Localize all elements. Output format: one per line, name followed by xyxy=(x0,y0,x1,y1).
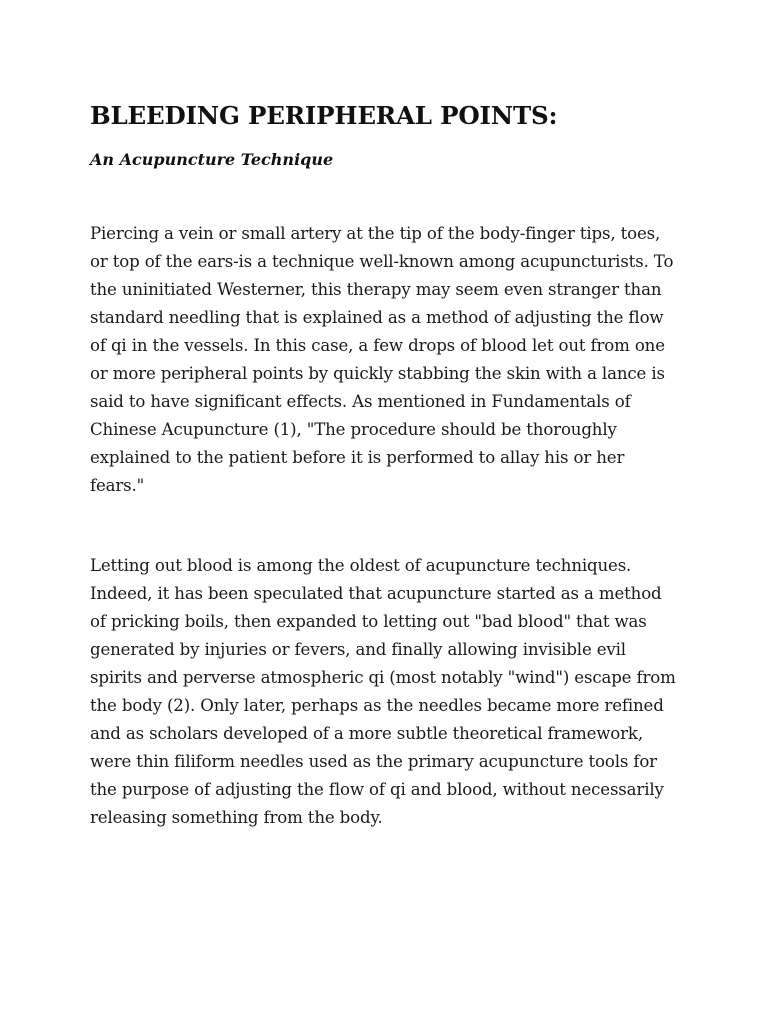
document-page xyxy=(90,96,680,832)
body-paragraph-2: Letting out blood is among the oldest of acupuncture techniques. Indeed, it has been speculated that acupuncture started as a method of pricking boils, then expanded to letting out "bad blood" that was generated by injuries or fevers, and finally allowing invisible evil spirits and perverse atmospheric qi (most notably "wind") escape from the body (2). Only later, perhaps as the needles became more refined and as scholars developed of a more subtle theoretical framework, were thin filiform needles used as the primary acupuncture tools for the purpose of adjusting the flow of qi and blood, without necessarily releasing something from the body. xyxy=(90,556,676,827)
document-title: BLEEDING PERIPHERAL POINTS: xyxy=(90,101,558,130)
body-paragraph-1: Piercing a vein or small artery at the tip of the body-finger tips, toes, or top of the ears-is a technique well-known among acupuncturists. To the uninitiated Westerner, this therapy may seem even stranger than standard needling that is explained as a method of adjusting the flow of qi in the vessels. In this case, a few drops of blood let out from one or more peripheral points by quickly stabbing the skin with a lance is said to have significant effects. As mentioned in Fundamentals of Chinese Acupuncture (1), "The procedure should be thoroughly explained to the patient before it is performed to allay his or her fears." xyxy=(90,224,674,495)
document-subtitle: An Acupuncture Technique xyxy=(90,150,334,169)
